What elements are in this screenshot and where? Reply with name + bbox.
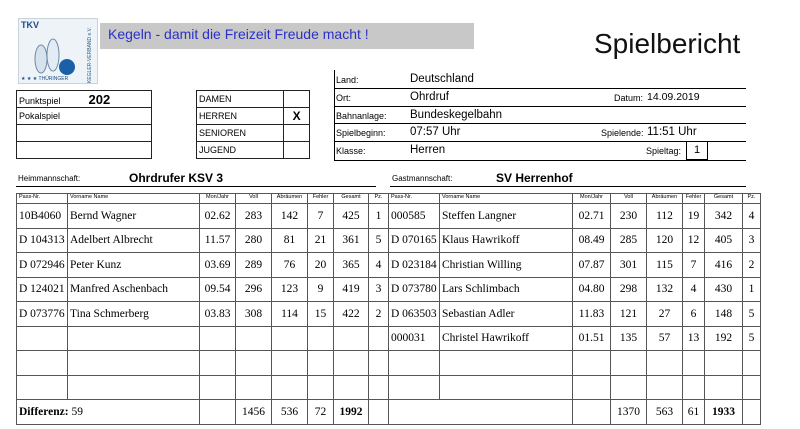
diff-label: Differenz: bbox=[19, 405, 69, 418]
guest-abr-cell bbox=[647, 375, 683, 400]
guest-monjahr-cell: 01.51 bbox=[573, 326, 611, 351]
header-name: Vorname Name bbox=[68, 194, 200, 204]
guest-monjahr-cell bbox=[573, 375, 611, 400]
home-total-fehler: 72 bbox=[308, 400, 334, 425]
home-abr-cell bbox=[272, 375, 308, 400]
guest-fehler-cell: 7 bbox=[683, 253, 705, 278]
table-row bbox=[17, 302, 389, 327]
header-monjahr: Mon/Jahr bbox=[200, 194, 236, 204]
punktspiel-label: Punktspiel bbox=[19, 95, 61, 106]
home-gesamt-cell bbox=[334, 375, 369, 400]
guest-monjahr-cell: 11.83 bbox=[573, 302, 611, 327]
guest-fehler-cell: 19 bbox=[683, 204, 705, 229]
guest-pass-cell: 000585 bbox=[389, 204, 440, 229]
guest-voll-cell bbox=[611, 351, 647, 376]
home-fehler-cell bbox=[308, 351, 334, 376]
guest-monjahr-cell: 02.71 bbox=[573, 204, 611, 229]
home-pass-cell bbox=[17, 326, 68, 351]
header-pass: Pass-Nr. bbox=[17, 194, 68, 204]
datum-value: 14.09.2019 bbox=[647, 91, 700, 103]
table-row bbox=[17, 204, 389, 229]
guest-pz-cell bbox=[743, 351, 761, 376]
home-fehler-cell: 21 bbox=[308, 228, 334, 253]
diff-value: 59 bbox=[71, 405, 83, 418]
guest-team-label: Gastmannschaft: bbox=[392, 174, 453, 183]
home-name-cell: Peter Kunz bbox=[68, 253, 200, 278]
guest-gesamt-cell: 148 bbox=[705, 302, 743, 327]
page-title: Spielbericht bbox=[594, 28, 741, 59]
bowling-pins-icon bbox=[23, 29, 83, 79]
guest-monjahr-cell bbox=[573, 351, 611, 376]
home-monjahr-cell bbox=[200, 375, 236, 400]
table-row bbox=[17, 375, 389, 400]
home-monjahr-cell: 09.54 bbox=[200, 277, 236, 302]
home-voll-cell: 289 bbox=[236, 253, 272, 278]
home-voll-cell: 296 bbox=[236, 277, 272, 302]
guest-abr-cell: 57 bbox=[647, 326, 683, 351]
spielbeginn-value: 07:57 Uhr bbox=[410, 126, 461, 138]
pokalspiel-label: Pokalspiel bbox=[17, 108, 152, 125]
category-table bbox=[196, 90, 310, 159]
spielende-label: Spielende: bbox=[601, 128, 644, 138]
home-fehler-cell bbox=[308, 326, 334, 351]
guest-fehler-cell bbox=[683, 351, 705, 376]
guest-pz-cell bbox=[743, 375, 761, 400]
logo-caption: ★ ★ ★ THÜRINGER bbox=[21, 76, 69, 82]
guest-name-cell: Steffen Langner bbox=[440, 204, 573, 229]
klasse-label: Klasse: bbox=[336, 146, 366, 156]
header-abraeumen: Abräumen bbox=[647, 194, 683, 204]
home-monjahr-cell: 03.69 bbox=[200, 253, 236, 278]
ort-value: Ohrdruf bbox=[410, 91, 449, 103]
home-fehler-cell bbox=[308, 375, 334, 400]
guest-abr-cell: 115 bbox=[647, 253, 683, 278]
home-total-voll: 1456 bbox=[236, 400, 272, 425]
home-team-label: Heimmannschaft: bbox=[18, 174, 81, 183]
table-row bbox=[17, 253, 389, 278]
herren-label: HERREN bbox=[197, 108, 284, 125]
home-voll-cell bbox=[236, 375, 272, 400]
home-name-cell bbox=[68, 351, 200, 376]
home-pz-cell: 5 bbox=[369, 228, 389, 253]
guest-pass-cell: D 063503 bbox=[389, 302, 440, 327]
guest-voll-cell bbox=[611, 375, 647, 400]
guest-voll-cell: 135 bbox=[611, 326, 647, 351]
guest-monjahr-cell: 08.49 bbox=[573, 228, 611, 253]
home-abr-cell: 76 bbox=[272, 253, 308, 278]
guest-fehler-cell: 13 bbox=[683, 326, 705, 351]
bahnanlage-label: Bahnanlage: bbox=[336, 111, 387, 121]
guest-team-name: SV Herrenhof bbox=[496, 171, 573, 185]
guest-gesamt-cell: 416 bbox=[705, 253, 743, 278]
home-fehler-cell: 15 bbox=[308, 302, 334, 327]
header-gesamt: Gesamt bbox=[705, 194, 743, 204]
header-name: Vorname Name bbox=[440, 194, 573, 204]
guest-voll-cell: 230 bbox=[611, 204, 647, 229]
home-pz-cell: 1 bbox=[369, 204, 389, 229]
guest-monjahr-cell: 04.80 bbox=[573, 277, 611, 302]
home-pass-cell bbox=[17, 351, 68, 376]
home-name-cell bbox=[68, 375, 200, 400]
guest-pz-cell: 2 bbox=[743, 253, 761, 278]
punktspiel-value: 202 bbox=[88, 91, 111, 107]
home-pass-cell: D 104313 bbox=[17, 228, 68, 253]
logo-text: TKV bbox=[21, 20, 39, 30]
guest-abr-cell: 120 bbox=[647, 228, 683, 253]
home-pass-cell: 10B4060 bbox=[17, 204, 68, 229]
home-pz-cell bbox=[369, 375, 389, 400]
guest-fehler-cell: 12 bbox=[683, 228, 705, 253]
guest-gesamt-cell: 342 bbox=[705, 204, 743, 229]
home-gesamt-cell: 419 bbox=[334, 277, 369, 302]
table-row bbox=[389, 228, 761, 253]
home-pz-cell: 3 bbox=[369, 277, 389, 302]
home-pass-cell bbox=[17, 375, 68, 400]
guest-pass-cell: D 073780 bbox=[389, 277, 440, 302]
home-gesamt-cell bbox=[334, 351, 369, 376]
home-gesamt-cell bbox=[334, 326, 369, 351]
home-abr-cell bbox=[272, 351, 308, 376]
logo-vertical-text: KEGLER-VERBAND e.V. bbox=[87, 27, 93, 83]
guest-voll-cell: 298 bbox=[611, 277, 647, 302]
home-name-cell: Bernd Wagner bbox=[68, 204, 200, 229]
guest-pass-cell: D 070165 bbox=[389, 228, 440, 253]
senioren-label: SENIOREN bbox=[197, 125, 284, 142]
guest-monjahr-cell: 07.87 bbox=[573, 253, 611, 278]
guest-name-cell: Sebastian Adler bbox=[440, 302, 573, 327]
guest-abr-cell: 112 bbox=[647, 204, 683, 229]
guest-name-cell: Klaus Hawrikoff bbox=[440, 228, 573, 253]
home-abr-cell: 142 bbox=[272, 204, 308, 229]
home-name-cell bbox=[68, 326, 200, 351]
guest-abr-cell: 132 bbox=[647, 277, 683, 302]
guest-total-voll: 1370 bbox=[611, 400, 647, 425]
guest-pz-cell: 3 bbox=[743, 228, 761, 253]
home-voll-cell bbox=[236, 351, 272, 376]
header-monjahr: Mon/Jahr bbox=[573, 194, 611, 204]
home-monjahr-cell: 02.62 bbox=[200, 204, 236, 229]
guest-fehler-cell bbox=[683, 375, 705, 400]
home-name-cell: Tina Schmerberg bbox=[68, 302, 200, 327]
home-fehler-cell: 20 bbox=[308, 253, 334, 278]
guest-pass-cell: D 023184 bbox=[389, 253, 440, 278]
header-pz: Pz. bbox=[743, 194, 761, 204]
guest-gesamt-cell: 192 bbox=[705, 326, 743, 351]
guest-gesamt-cell: 430 bbox=[705, 277, 743, 302]
guest-name-cell: Christian Willing bbox=[440, 253, 573, 278]
guest-name-cell: Christel Hawrikoff bbox=[440, 326, 573, 351]
spieltag-label: Spieltag: bbox=[646, 146, 682, 156]
guest-fehler-cell: 6 bbox=[683, 302, 705, 327]
guest-name-cell bbox=[440, 351, 573, 376]
home-gesamt-cell: 425 bbox=[334, 204, 369, 229]
header-abraeumen: Abräumen bbox=[272, 194, 308, 204]
guest-pz-cell: 4 bbox=[743, 204, 761, 229]
home-abr-cell: 123 bbox=[272, 277, 308, 302]
home-gesamt-cell: 361 bbox=[334, 228, 369, 253]
table-row bbox=[389, 253, 761, 278]
guest-voll-cell: 301 bbox=[611, 253, 647, 278]
home-total-gesamt: 1992 bbox=[334, 400, 369, 425]
guest-gesamt-cell bbox=[705, 351, 743, 376]
table-row bbox=[17, 277, 389, 302]
header-fehler: Fehler bbox=[308, 194, 334, 204]
slogan-banner: Kegeln - damit die Freizeit Freude macht ! bbox=[100, 23, 474, 49]
match-type-table bbox=[16, 90, 152, 159]
home-pass-cell: D 072946 bbox=[17, 253, 68, 278]
header-pz: Pz. bbox=[369, 194, 389, 204]
guest-pass-cell bbox=[389, 351, 440, 376]
table-row bbox=[389, 326, 761, 351]
land-label: Land: bbox=[336, 75, 359, 85]
guest-name-cell bbox=[440, 375, 573, 400]
guest-pz-cell: 1 bbox=[743, 277, 761, 302]
home-monjahr-cell bbox=[200, 326, 236, 351]
herren-mark: X bbox=[284, 108, 310, 125]
jugend-label: JUGEND bbox=[197, 142, 284, 159]
table-row bbox=[17, 326, 389, 351]
home-voll-cell: 308 bbox=[236, 302, 272, 327]
home-team-name: Ohrdrufer KSV 3 bbox=[129, 171, 224, 185]
home-voll-cell: 283 bbox=[236, 204, 272, 229]
home-pz-cell bbox=[369, 351, 389, 376]
home-pz-cell bbox=[369, 326, 389, 351]
home-abr-cell: 81 bbox=[272, 228, 308, 253]
header-voll: Voll bbox=[236, 194, 272, 204]
home-pass-cell: D 124021 bbox=[17, 277, 68, 302]
table-row bbox=[17, 351, 389, 376]
home-gesamt-cell: 365 bbox=[334, 253, 369, 278]
guest-name-cell: Lars Schlimbach bbox=[440, 277, 573, 302]
home-fehler-cell: 9 bbox=[308, 277, 334, 302]
home-abr-cell bbox=[272, 326, 308, 351]
home-pz-cell: 4 bbox=[369, 253, 389, 278]
spielende-value: 11:51 Uhr bbox=[647, 126, 697, 138]
home-name-cell: Manfred Aschenbach bbox=[68, 277, 200, 302]
guest-abr-cell bbox=[647, 351, 683, 376]
home-monjahr-cell: 11.57 bbox=[200, 228, 236, 253]
guest-total-gesamt: 1933 bbox=[705, 400, 743, 425]
guest-results-table bbox=[388, 193, 761, 425]
guest-pz-cell: 5 bbox=[743, 326, 761, 351]
home-voll-cell bbox=[236, 326, 272, 351]
guest-total-fehler: 61 bbox=[683, 400, 705, 425]
spieltag-value: 1 bbox=[686, 141, 708, 160]
tkv-logo bbox=[18, 18, 98, 84]
home-total-abr: 536 bbox=[272, 400, 308, 425]
home-monjahr-cell: 03.83 bbox=[200, 302, 236, 327]
header-fehler: Fehler bbox=[683, 194, 705, 204]
guest-abr-cell: 27 bbox=[647, 302, 683, 327]
land-value: Deutschland bbox=[410, 73, 474, 85]
guest-pass-cell: 000031 bbox=[389, 326, 440, 351]
header-pass: Pass-Nr. bbox=[389, 194, 440, 204]
table-row bbox=[389, 375, 761, 400]
datum-label: Datum: bbox=[614, 93, 644, 103]
table-row bbox=[389, 277, 761, 302]
home-abr-cell: 114 bbox=[272, 302, 308, 327]
guest-gesamt-cell bbox=[705, 375, 743, 400]
guest-total-abr: 563 bbox=[647, 400, 683, 425]
table-row bbox=[17, 228, 389, 253]
home-results-table bbox=[16, 193, 389, 425]
klasse-value: Herren bbox=[410, 144, 446, 156]
ort-label: Ort: bbox=[336, 93, 351, 103]
guest-pz-cell: 5 bbox=[743, 302, 761, 327]
table-row bbox=[389, 302, 761, 327]
table-row bbox=[389, 204, 761, 229]
header-voll: Voll bbox=[611, 194, 647, 204]
table-row bbox=[389, 351, 761, 376]
guest-gesamt-cell: 405 bbox=[705, 228, 743, 253]
home-fehler-cell: 7 bbox=[308, 204, 334, 229]
home-pz-cell: 2 bbox=[369, 302, 389, 327]
damen-label: DAMEN bbox=[197, 91, 284, 108]
guest-voll-cell: 121 bbox=[611, 302, 647, 327]
guest-fehler-cell: 4 bbox=[683, 277, 705, 302]
home-pass-cell: D 073776 bbox=[17, 302, 68, 327]
home-monjahr-cell bbox=[200, 351, 236, 376]
spielbeginn-label: Spielbeginn: bbox=[336, 128, 386, 138]
bahnanlage-value: Bundeskegelbahn bbox=[410, 109, 503, 121]
home-voll-cell: 280 bbox=[236, 228, 272, 253]
guest-pass-cell bbox=[389, 375, 440, 400]
home-name-cell: Adelbert Albrecht bbox=[68, 228, 200, 253]
home-gesamt-cell: 422 bbox=[334, 302, 369, 327]
header-gesamt: Gesamt bbox=[334, 194, 369, 204]
guest-voll-cell: 285 bbox=[611, 228, 647, 253]
